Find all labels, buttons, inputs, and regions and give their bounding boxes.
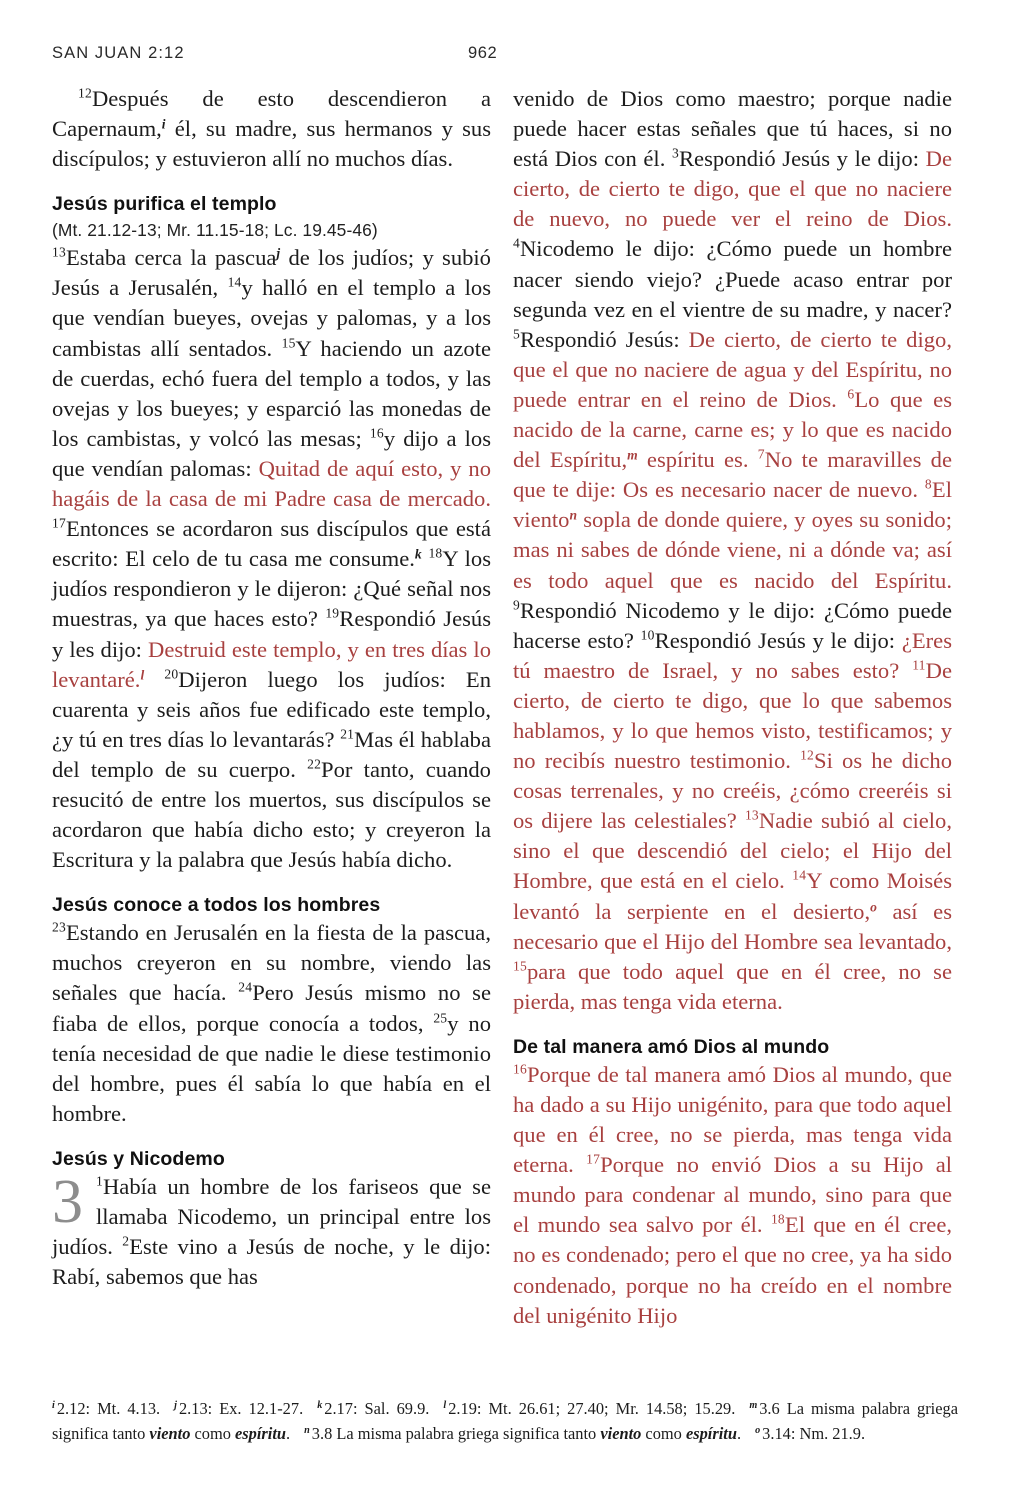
verse-number: 6 [847, 386, 855, 402]
footnote-marker-k: k [414, 546, 422, 562]
verse-number: 13 [744, 807, 759, 823]
verse-text: Pero Jesús mismo no se fiaba de ellos, porque conocía a todos, [52, 980, 492, 1036]
verse-number: 2 [122, 1233, 130, 1249]
verse-number: 8 [924, 476, 932, 492]
words-of-jesus: Quitad de aquí esto, y no hagáis de la casa de mi Padre casa de mercado. [52, 455, 491, 512]
parallel-references-temple: (Mt. 21.12-13; Mr. 11.15-18; Lc. 19.45-46) [52, 220, 378, 241]
verse-number: 17 [52, 515, 66, 531]
text-columns [52, 84, 952, 1366]
running-head-reference: SAN JUAN 2:12 [52, 44, 185, 62]
verse-number: 23 [52, 919, 66, 935]
verse-number: 7 [757, 446, 765, 462]
verse-text: Este vino a Jesús de noche, y le dijo: Rabí, sabemos que has [52, 1234, 491, 1290]
paragraph-john-2-23-25 [52, 918, 491, 1129]
footnote-marker-i: i [161, 116, 166, 132]
footnote-text-k: 2.17: Sal. 69.9. [324, 1399, 430, 1418]
chapter-number-dropcap: 3 [52, 1167, 83, 1236]
words-of-jesus: Nadie subió al cielo, sino el que descendió del cielo; el Hijo del Hombre, que está en el cielo. [513, 808, 952, 894]
footnote-text-i: 2.12: Mt. 4.13. [56, 1399, 161, 1418]
verse-number: 13 [52, 244, 66, 260]
footnote-marker-j: j [276, 245, 281, 261]
page-number: 962 [468, 44, 498, 62]
words-of-jesus: El que en él cree, no es condenado; pero el que no cree, ya ha sido condenado, porque no ha creído en el nombre del unigénito Hijo [513, 1212, 953, 1328]
verse-number: 21 [340, 726, 355, 742]
verse-text: Respondió Jesús y le dijo: [678, 146, 926, 172]
verse-number: 3 [672, 145, 679, 161]
verse-text: Respondió Jesús: [519, 326, 689, 352]
verse-number: 12 [78, 85, 92, 101]
footnote-italic-viento: viento [149, 1424, 191, 1443]
verse-number: 15 [281, 335, 296, 351]
chapter-3-block [52, 1167, 491, 1292]
words-of-jesus: espíritu es. [637, 447, 758, 473]
footnote-marker-i: i [52, 1399, 55, 1411]
words-of-jesus: De cierto, de cierto te digo, que el que no naciere de agua y del Espíritu, no puede entrar en el reino de Dios. [513, 326, 952, 412]
verse-text: Entonces se acordaron sus discípulos que está escrito: El celo de tu casa me consume. [52, 516, 491, 572]
footnote-text-n: como [641, 1424, 686, 1443]
verse-text: Y haciendo un azote de cuerdas, echó fuera del templo a todos, y las ovejas y los bueyes; y esparció las monedas de los cambistas, y volcó las mesas; [52, 335, 491, 451]
words-of-jesus: Porque no envió Dios a su Hijo al mundo para condenar al mundo, sino para que el mundo sea salvo por él. [513, 1152, 952, 1238]
verse-number: 14 [792, 868, 807, 884]
verse-number: 16 [513, 1061, 527, 1077]
verse-text: Y los judíos respondieron y le dijeron: ¿Qué señal nos muestras, ya que haces esto? [52, 546, 491, 632]
footnote-italic-espiritu: espíritu [685, 1424, 737, 1443]
verse-number: 12 [800, 747, 815, 763]
verse-number: 11 [912, 657, 926, 673]
footnote-marker-m: m [749, 1399, 758, 1411]
verse-number: 9 [513, 597, 520, 613]
verse-number: 10 [640, 627, 655, 643]
verse-text: Mas él hablaba del templo de su cuerpo. [52, 726, 491, 782]
footnote-text-j: 2.13: Ex. 12.1-27. [178, 1399, 304, 1418]
footnote-marker-o: o [755, 1424, 761, 1436]
words-of-jesus: El viento [513, 477, 952, 533]
verse-text: y halló en el templo a los que vendían bueyes, ovejas y palomas, y a los cambistas allí sentados. [52, 275, 491, 361]
footnote-text-l: 2.19: Mt. 26.61; 27.40; Mr. 14.58; 15.29. [448, 1399, 736, 1418]
column-left [52, 84, 491, 1366]
words-of-jesus: así es necesario que el Hijo del Hombre sea levantado, [513, 898, 952, 954]
verse-number: 19 [325, 606, 340, 621]
paragraph-john-3-1-2 [52, 1167, 491, 1292]
verse-number: 18 [428, 545, 443, 561]
footnote-text-m: 3.6 La misma palabra griega significa tanto [52, 1399, 958, 1443]
verse-text-continuation: venido de Dios como maestro; porque nadie puede hacer estas señales que tú haces, si no está Dios con él. [513, 86, 952, 172]
footnotes-block [52, 1396, 958, 1446]
verse-text: él, su madre, sus hermanos y sus discípulos; y estuvieron allí no muchos días. [52, 116, 491, 172]
verse-text: Había un hombre de los fariseos que se llamaba Nicodemo, un principal entre los judíos. [52, 1173, 491, 1260]
verse-number: 14 [227, 274, 242, 290]
words-of-jesus: sopla de donde quiere, y oyes su sonido; mas ni sabes de dónde viene, ni a dónde va; así es todo aquel que es nacido del Espíritu. [513, 507, 952, 593]
paragraph-john-3-2-15 [513, 84, 952, 1017]
verse-number: 18 [770, 1211, 785, 1227]
footnote-text-n: . [736, 1424, 742, 1443]
paragraph-john-2-13-22 [52, 243, 491, 875]
footnote-marker-n: n [569, 507, 578, 523]
paragraph-john-2-12 [52, 84, 491, 174]
footnote-text-m: como [190, 1424, 236, 1443]
verse-text: Estaba cerca la pascua [65, 245, 277, 271]
verse-number: 15 [513, 958, 527, 974]
words-of-jesus: para que todo aquel que en él cree, no se pierda, mas tenga vida eterna. [513, 958, 952, 1014]
footnote-text-n: 3.8 La misma palabra griega significa tanto [311, 1424, 601, 1443]
verse-number: 4 [513, 236, 520, 252]
verse-text: Nicodemo le dijo: ¿Cómo puede un hombre nacer siendo viejo? ¿Puede acaso entrar por segunda vez en el vientre de su madre, y nacer? [513, 236, 952, 322]
verse-number: 1 [96, 1173, 103, 1189]
verse-text: Respondió Nicodemo y le dijo: ¿Cómo puede hacerse esto? [513, 597, 952, 653]
verse-text: Estando en Jerusalén en la fiesta de la pascua, muchos creyeron en su nombre, viendo las señales que hacía. [52, 920, 491, 1006]
verse-number: 20 [164, 666, 179, 682]
words-of-jesus: Y como Moisés levantó la serpiente en el desierto, [513, 868, 953, 924]
verse-text: de los judíos; y subió Jesús a Jerusalén, [52, 245, 491, 301]
verse-number: 5 [513, 326, 520, 342]
verse-number: 24 [238, 980, 253, 996]
footnote-italic-espiritu: espíritu [235, 1424, 287, 1443]
footnote-marker-l: l [140, 667, 145, 683]
verse-number: 25 [433, 1010, 448, 1026]
column-right [513, 84, 952, 1366]
footnote-marker-k: k [317, 1399, 323, 1411]
footnote-marker-j: j [174, 1399, 177, 1411]
footnote-italic-viento: viento [600, 1424, 642, 1443]
running-head [52, 44, 960, 74]
section-heading-knows-all: Jesús conoce a todos los hombres [52, 894, 381, 917]
verse-number: 22 [307, 756, 322, 772]
paragraph-john-3-16-18 [513, 1060, 952, 1331]
words-of-jesus: Lo que es nacido de la carne, carne es; y lo que es nacido del Espíritu, [513, 386, 952, 473]
words-of-jesus: De cierto, de cierto te digo, que lo que sabemos hablamos, y lo que hemos visto, testificamos; y no recibís nuestro testimonio. [513, 657, 952, 774]
verse-text: Respondió Jesús y le dijo: [654, 627, 902, 653]
footnote-text-o: 3.14: Nm. 21.9. [762, 1424, 866, 1443]
section-heading-nicodemus: Jesús y Nicodemo [52, 1147, 225, 1170]
words-of-jesus: Si os he dicho cosas terrenales, y no creéis, ¿cómo creeréis si os dijere las celestiales? [513, 748, 953, 834]
words-of-jesus: Destruid este templo, y en tres días lo levantaré. [52, 636, 491, 692]
words-of-jesus: No te maravilles de que te dije: Os es necesario nacer de nuevo. [513, 447, 953, 503]
verse-number: 17 [586, 1151, 601, 1167]
footnote-marker-m: m [627, 447, 638, 463]
section-heading-love: De tal manera amó Dios al mundo [513, 1035, 830, 1058]
verse-text: y no tenía necesidad de que nadie le diese testimonio del hombre, pues él sabía lo que había en el hombre. [52, 1010, 491, 1126]
words-of-jesus: De cierto, de cierto te digo, que el que no naciere de nuevo, no puede ver el reino de Dios. [513, 146, 952, 232]
verse-text: Por tanto, cuando resucitó de entre los muertos, sus discípulos se acordaron que había dicho esto; y creyeron la Escritura y la palabra que Jesús había dicho. [52, 756, 491, 873]
verse-number: 16 [369, 425, 384, 441]
verse-text: Respondió Jesús y les dijo: [52, 606, 491, 662]
words-of-jesus: Porque de tal manera amó Dios al mundo, que ha dado a su Hijo unigénito, para que todo aquel que en él cree, no se pierda, mas tenga vida eterna. [513, 1061, 952, 1178]
words-of-jesus: ¿Eres tú maestro de Israel, y no sabes esto? [513, 627, 952, 683]
verse-text: y dijo a los que vendían palomas: [52, 425, 491, 481]
verse-text: Después de esto descendieron a Capernaum, [52, 86, 491, 142]
footnote-text-m: . [286, 1424, 291, 1443]
footnote-marker-l: l [443, 1399, 447, 1411]
verse-text: Dijeron luego los judíos: En cuarenta y seis años fue edificado este templo, ¿y tú en tres días lo levantarás? [52, 666, 491, 752]
section-heading-temple: Jesús purifica el templo [52, 193, 277, 216]
footnote-marker-n: n [304, 1424, 310, 1436]
footnote-marker-o: o [870, 899, 877, 915]
